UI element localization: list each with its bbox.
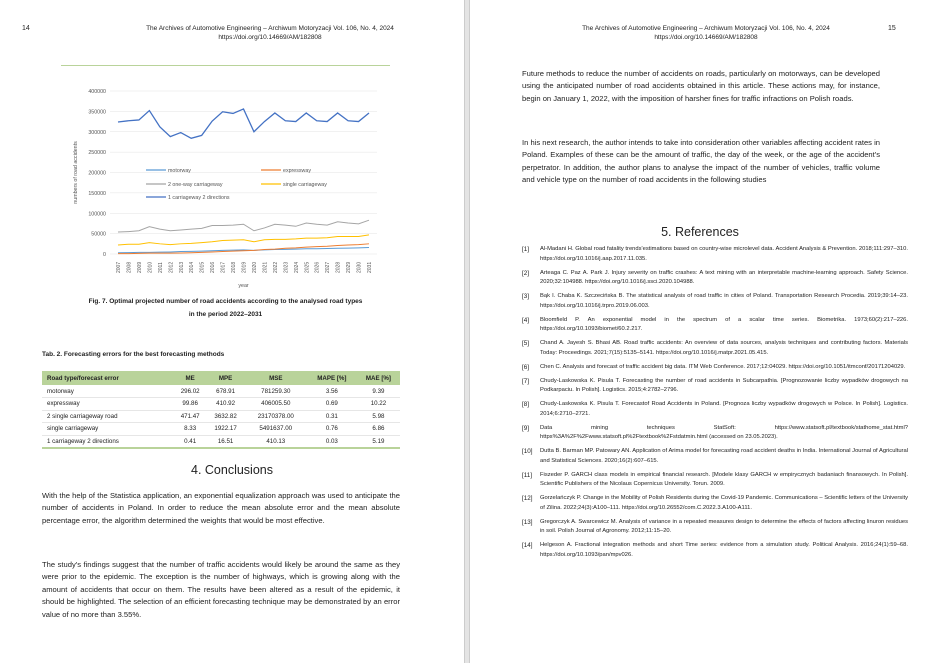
- table-cell: 1922.17: [206, 423, 244, 436]
- table-cell: 5.98: [357, 410, 400, 423]
- x-tick-label: 2021: [262, 261, 269, 273]
- figure-caption: [61, 295, 390, 321]
- y-axis-label: numbers of road accidents: [73, 141, 79, 204]
- reference-item: [522, 245, 908, 264]
- legend-label: expressway: [283, 168, 311, 174]
- y-tick-label: 400000: [88, 89, 106, 95]
- x-tick-label: 2020: [251, 261, 258, 273]
- reference-number: [6]: [522, 363, 530, 371]
- x-tick-label: 2011: [157, 262, 164, 273]
- table-row: [42, 398, 400, 411]
- y-tick-label: 300000: [88, 129, 106, 136]
- body-paragraph: Future methods to reduce the number of accidents on roads, particularly on motorways, can be developed using the anticipated number of road accidents obtained in this article. These actions may, for instance, begin on January 1, 2022, with the imposition of harsher fines for traffic infractions on Polish roads.: [522, 69, 880, 103]
- table-cell: 781259.30: [245, 385, 307, 398]
- x-tick-label: 2010: [147, 261, 154, 273]
- table-cell: 2 single carriageway road: [42, 410, 174, 423]
- table-caption: Tab. 2. Forecasting errors for the best forecasting methods: [42, 351, 225, 358]
- table-cell: 410.13: [245, 435, 307, 448]
- table-cell: 5.19: [357, 435, 400, 448]
- x-tick-label: 2008: [126, 261, 133, 273]
- table-cell: 3632.82: [206, 410, 244, 423]
- reference-text: Gorzelańczyk P. Change in the Mobility of Polish Residents during the Covid-19 Pandemic. Communications – Scientific letters of the University of Zilina. 2022;24(3):A100–111. https://doi.org/10.26552/com.C.2022.3.A100-A111.: [540, 495, 908, 511]
- table-cell: 0.41: [174, 435, 206, 448]
- y-tick-label: 200000: [88, 170, 106, 177]
- column-header: MSE: [245, 371, 307, 385]
- table-cell: 410.92: [206, 398, 244, 411]
- table-cell: single carriageway: [42, 423, 174, 436]
- reference-number: [8]: [522, 401, 530, 408]
- x-tick-label: 2030: [356, 261, 363, 273]
- reference-text: Bąk I. Chaba K. Szczecińska B. The statistical analysis of road traffic in cities of Poland. Transportation Research Procedia. 2019;39:14–23. https://doi.org/10.1016/j.trpro.2019.06.003.: [540, 293, 908, 309]
- conclusions-heading: 4. Conclusions: [191, 463, 273, 477]
- left-page: [0, 0, 464, 663]
- x-tick-label: 2014: [189, 261, 196, 273]
- reference-text: Gregorczyk A. Swarcewicz M. Analysis of variance in a repeated measures design to determine the effects of factors affecting linuron residues in soil. Polish Journal of Agronomy. 2012;11:15–20.: [540, 518, 908, 534]
- legend-label: 1 carriageway 2 directions: [168, 195, 230, 201]
- doi-link[interactable]: https://doi.org/10.14669/AM/182808: [654, 34, 758, 41]
- table-row: [42, 435, 400, 448]
- reference-item: [522, 400, 908, 419]
- table-cell: 1 carriageway 2 directions: [42, 435, 174, 448]
- x-tick-label: 2018: [231, 261, 238, 273]
- reference-item: [522, 518, 908, 537]
- x-tick-label: 2031: [367, 261, 373, 273]
- x-tick-label: 2022: [272, 261, 279, 273]
- table-cell: 471.47: [174, 410, 206, 423]
- x-tick-label: 2027: [325, 261, 332, 273]
- forecast-errors-table: [42, 371, 400, 449]
- x-tick-label: 2009: [136, 261, 143, 273]
- reference-text: Chudy-Laskowska K. Pisula T. Forecasting the number of road accidents in Subcarpathia. [Prognozowanie liczby wypadków drogowych na Podkarpaciu. In Polish]. Logistics. 2015;4:2782–2796.: [540, 377, 908, 393]
- reference-item: [522, 269, 908, 288]
- x-tick-label: 2017: [220, 261, 227, 273]
- reference-item: [522, 377, 908, 396]
- reference-item: [522, 471, 908, 490]
- reference-text: Chudy-Laskowska K. Pisula T. Forecastof Road Accidents in Poland. [Prognoza liczby wypadków drogowych w Polsce. In Polish]. Logistics. 2014;6:2710–2721.: [540, 401, 908, 417]
- y-tick-label: 250000: [88, 150, 106, 157]
- x-tick-label: 2016: [210, 261, 217, 273]
- figure-7-chart: [61, 65, 390, 312]
- line-chart: [61, 66, 390, 313]
- reference-item: [522, 363, 908, 373]
- table-cell: 0.69: [307, 398, 357, 411]
- table-cell: 3.56: [307, 385, 357, 398]
- table-cell: motorway: [42, 385, 174, 398]
- table-row: [42, 410, 400, 423]
- table-cell: 6.86: [357, 423, 400, 436]
- x-tick-label: 2028: [335, 261, 342, 273]
- caption-line: in the period 2022–2031: [188, 311, 263, 318]
- table-cell: 9.39: [357, 385, 400, 398]
- reference-number: [2]: [522, 269, 530, 277]
- table-header-row: [42, 371, 400, 385]
- x-tick-label: 2025: [304, 261, 311, 273]
- reference-number: [3]: [522, 293, 530, 300]
- legend-label: motorway: [168, 168, 191, 174]
- x-tick-label: 2024: [293, 261, 300, 273]
- column-header: MAPE [%]: [307, 371, 357, 385]
- y-tick-label: 350000: [88, 109, 106, 116]
- x-tick-label: 2019: [241, 261, 248, 273]
- reference-item: [522, 316, 908, 335]
- y-tick-label: 150000: [88, 190, 106, 197]
- x-tick-label: 2026: [314, 261, 321, 273]
- conclusions-paragraph: With the help of the Statistica application, an exponential equalization approach was used to anticipate the number of accidents in Poland. In order to reduce the mean absolute error and the mean absolute percentage error, the algorithm determined the weights that would be most effective.: [42, 491, 400, 525]
- series-line-single-carriageway: [118, 235, 369, 245]
- page-number: 14: [22, 25, 30, 32]
- series-line-1-carriageway-2-directions: [118, 109, 369, 138]
- reference-number: [13]: [522, 518, 533, 526]
- journal-title: The Archives of Automotive Engineering – Archiwum Motoryzacji Vol. 106, No. 4, 2024: [582, 25, 830, 32]
- legend-label: single carriageway: [283, 182, 327, 188]
- body-paragraph: In his next research, the author intends to take into consideration other variables affecting accident rates in Poland. Examples of these can be the amount of traffic, the day of the week, or the age of the accident's perpetrator. In addition, the author plans to analyse the impact of the number of vehicles, traffic volume and vehicle type on the number of road accidents in the following studies: [522, 138, 880, 185]
- table-cell: 296.02: [174, 385, 206, 398]
- table-cell: expressway: [42, 398, 174, 411]
- reference-text: Fiszeder P. GARCH class models in empirical financial research. [Modele klasy GARCH w empirycznych badaniach finansowych. In Polish]. Scientific Publishers of the Nicolaus Copernicus University. Torun. 2009.: [540, 471, 908, 487]
- column-header: MAE [%]: [357, 371, 400, 385]
- reference-text: Chen C. Analysis and forecast of traffic accident big data. ITM Web Conference. 2017;12:04029. https://doi.org/10.1051/itmconf/20171204029.: [540, 363, 906, 370]
- reference-text: Al-Madani H. Global road fatality trends'estimations based on country-wise microlevel data. Accident Analysis & Prevention. 2018;111:297–310. https://doi.org/10.1016/j.aap.2017.11.035.: [540, 246, 908, 262]
- x-tick-label: 2013: [178, 261, 185, 273]
- x-tick-label: 2023: [283, 261, 290, 273]
- page-number: 15: [888, 25, 896, 32]
- reference-number: [14]: [522, 542, 533, 549]
- column-header: Road type/forecast error: [42, 371, 174, 385]
- table-cell: 0.03: [307, 435, 357, 448]
- y-tick-label: 100000: [88, 211, 106, 218]
- reference-number: [12]: [522, 495, 533, 502]
- reference-item: [522, 339, 908, 358]
- table-cell: 0.76: [307, 423, 357, 436]
- reference-number: [9]: [522, 424, 530, 432]
- running-header: [120, 24, 420, 42]
- x-axis-label: year: [238, 283, 249, 289]
- table-row: [42, 385, 400, 398]
- x-tick-label: 2029: [346, 261, 353, 273]
- table-cell: 10.22: [357, 398, 400, 411]
- reference-text: Helgeson A. Fractional integration methods and short Time series: evidence from a simulation study. Political Analysis. 2016;24(1):59–68. https://doi.org/10.1093/pan/mpv026.: [540, 542, 908, 558]
- references-list: [522, 245, 908, 565]
- table-cell: 99.86: [174, 398, 206, 411]
- table-cell: 406005.50: [245, 398, 307, 411]
- legend-label: 2 one-way carriageway: [168, 182, 223, 188]
- x-tick-label: 2007: [116, 261, 122, 273]
- table-cell: 678.91: [206, 385, 244, 398]
- reference-item: [522, 292, 908, 311]
- reference-number: [11]: [522, 471, 533, 479]
- y-tick-label: 0: [103, 252, 106, 258]
- reference-text: Bloomfield P. An exponential model in the spectrum of a scalar time series. Biometrika. 1973;60(2):217–226. https://doi.org/10.1093/biomet/60.2.217.: [540, 316, 908, 332]
- running-header: [556, 24, 856, 42]
- reference-number: [5]: [522, 340, 530, 347]
- reference-text: Arteaga C. Paz A. Park J. Injury severity on traffic crashes: A text mining with an interpretable machine-learning approach. Safety Science. 2020;32:104988. https://doi.org/10.1016/j.ssci.2020.104988.: [540, 269, 908, 285]
- reference-text: Chand A. Jayesh S. Bhasi AB. Road traffic accidents: An overview of data sources, analysis techniques and contributing factors. Materials Today: Proceedings. 2021;7(15):5135–5141. https://doi.org/10.1016/j.matpr.2021.05.415.: [540, 340, 908, 356]
- table-cell: 5491637.00: [245, 423, 307, 436]
- reference-item: [522, 447, 908, 466]
- table-row: [42, 423, 400, 436]
- x-tick-label: 2015: [199, 261, 206, 273]
- journal-title: The Archives of Automotive Engineering – Archiwum Motoryzacji Vol. 106, No. 4, 2024: [146, 25, 394, 32]
- table-cell: 23170378.00: [245, 410, 307, 423]
- reference-text: Data mining techniques StatSoft: https://www.statsoft.pl/textbook/stathome_stat.html?https%3A%2F%2Fwww.statsoft.pl%2Ftextbook%2Fstdatmin.html (accessed on 23.05.2023).: [540, 424, 908, 440]
- reference-item: [522, 494, 908, 513]
- conclusions-paragraph: The study's findings suggest that the number of traffic accidents would likely be around the same as they were prior to the epidemic. The exception is the number of highways, which is growing along with the amount of accidents that occur on them. The results have been altered as a result of the epidemic, it should be highlighted. The selection of an efficient forecasting technique may be demonstrated by an error value of no more than 3.55%.: [42, 560, 400, 619]
- reference-item: [522, 424, 908, 443]
- reference-number: [4]: [522, 316, 530, 324]
- reference-item: [522, 541, 908, 560]
- table-cell: 16.51: [206, 435, 244, 448]
- caption-line: Fig. 7. Optimal projected number of road accidents according to the analysed road types: [88, 298, 363, 305]
- doi-link[interactable]: https://doi.org/10.14669/AM/182808: [218, 34, 322, 41]
- references-heading: 5. References: [661, 225, 739, 239]
- series-line-2-one-way-carriageway: [118, 220, 369, 232]
- reference-number: [7]: [522, 377, 530, 385]
- reference-text: Dutta B. Barman MP. Patowary AN. Application of Arima model for forecasting road accident deaths in India. International Journal of Agricultural and Statistical Sciences. 2020;16(2):607–615.: [540, 448, 908, 464]
- reference-number: [1]: [522, 246, 530, 253]
- y-tick-label: 50000: [91, 231, 106, 238]
- column-header: ME: [174, 371, 206, 385]
- series-line-motorway: [118, 247, 369, 252]
- reference-number: [10]: [522, 448, 533, 455]
- table-cell: 0.31: [307, 410, 357, 423]
- x-tick-label: 2012: [168, 261, 175, 273]
- column-header: MPE: [206, 371, 244, 385]
- table-cell: 8.33: [174, 423, 206, 436]
